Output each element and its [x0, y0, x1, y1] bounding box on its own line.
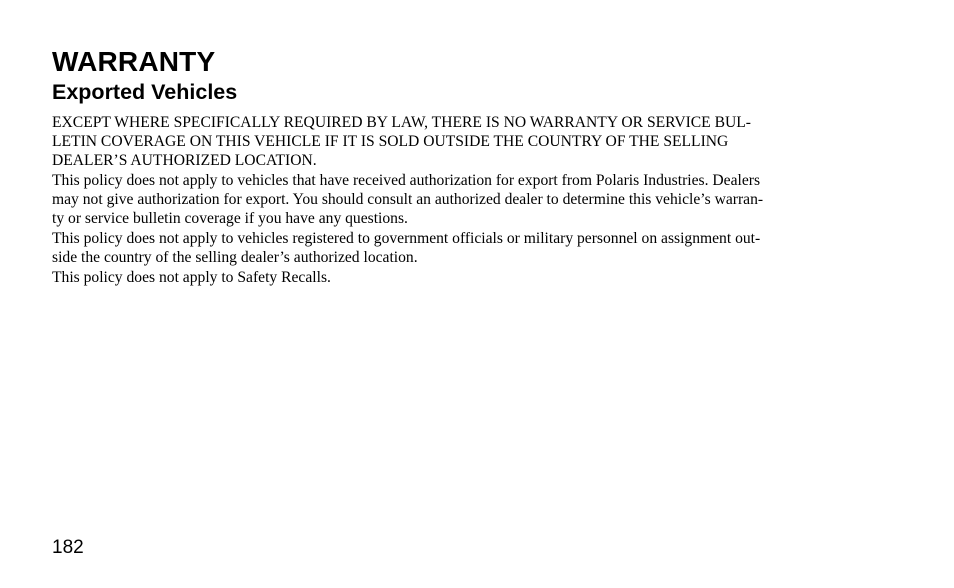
paragraph-line: may not give authorization for export. You should consult an authorized dealer to determine this vehicle’s warran-: [52, 191, 764, 208]
paragraph-line: ty or service bulletin coverage if you have any questions.: [52, 210, 408, 227]
section-title: WARRANTY: [52, 46, 216, 77]
safety-recalls-paragraph: [52, 268, 887, 287]
paragraph-line: This policy does not apply to Safety Recalls.: [52, 269, 331, 286]
paragraph-line: This policy does not apply to vehicles registered to government officials or military personnel on assignment out-: [52, 230, 761, 247]
export-authorization-paragraph: [52, 171, 887, 228]
exclusion-paragraph: [52, 113, 887, 170]
subsection-title: Exported Vehicles: [52, 80, 238, 104]
paragraph-line: LETIN COVERAGE ON THIS VEHICLE IF IT IS SOLD OUTSIDE THE COUNTRY OF THE SELLING: [52, 133, 729, 150]
paragraph-line: EXCEPT WHERE SPECIFICALLY REQUIRED BY LAW, THERE IS NO WARRANTY OR SERVICE BUL-: [52, 114, 751, 131]
government-exception-paragraph: [52, 229, 887, 267]
body-text: [52, 113, 887, 288]
paragraph-line: side the country of the selling dealer’s authorized location.: [52, 249, 418, 266]
paragraph-line: This policy does not apply to vehicles that have received authorization for export from Polaris Industries. Dealers: [52, 172, 761, 189]
page-number: 182: [52, 537, 84, 558]
paragraph-line: DEALER’S AUTHORIZED LOCATION.: [52, 152, 317, 169]
